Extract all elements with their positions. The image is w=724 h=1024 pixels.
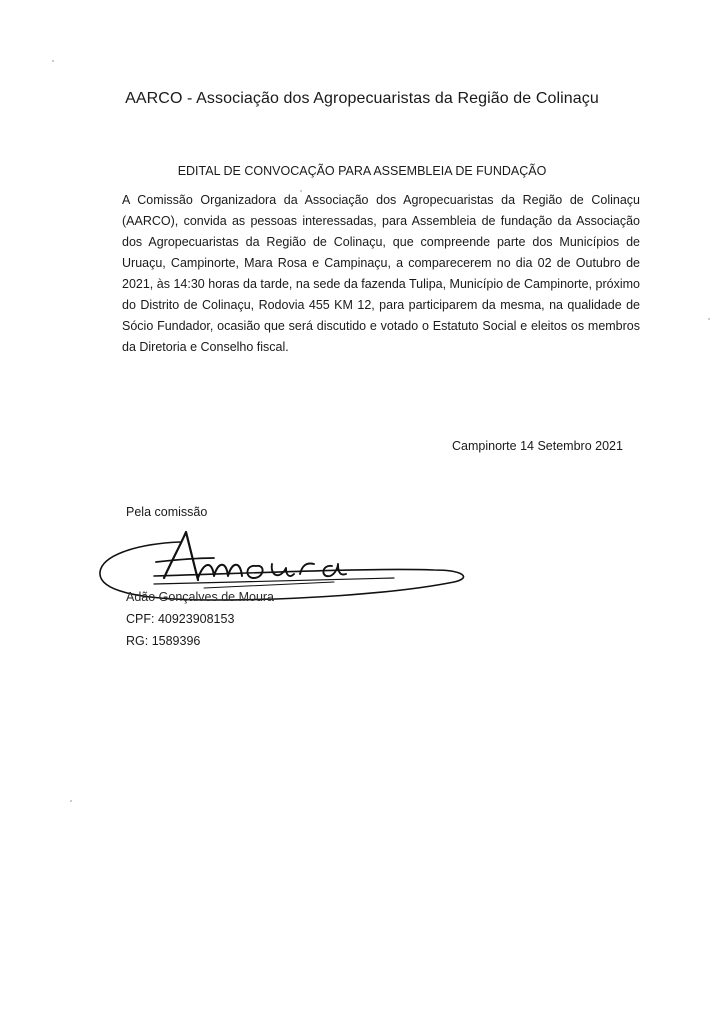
scan-speck	[70, 800, 72, 802]
signer-name: Adão Gonçalves de Moura	[126, 590, 275, 604]
edital-body: A Comissão Organizadora da Associação dos Agropecuaristas da Região de Colinaçu (AARCO), convida as pessoas interessadas, para Assembleia de fundação da Associação dos Agropecuaristas da Região de Colinaçu, que compreende parte dos Municípios de Uruaçu, Campinorte, Mara Rosa e Campinaçu, a comparecerem no dia 02 de Outubro de 2021, às 14:30 horas da tarde, na sede da fazenda Tulipa, Município de Campinorte, próximo do Distrito de Colinaçu, Rodovia 455 KM 12, para participarem da mesma, na qualidade de Sócio Fundador, ocasião que será discutido e votado o Estatuto Social e eleitos os membros da Diretoria e Conselho fiscal.	[122, 193, 640, 354]
date-line: Campinorte 14 Setembro 2021	[452, 439, 623, 453]
scan-speck	[52, 60, 54, 62]
edital-title: EDITAL DE CONVOCAÇÃO PARA ASSEMBLEIA DE FUNDAÇÃO	[177, 164, 547, 178]
scan-speck	[300, 190, 302, 192]
signer-rg: RG: 1589396	[126, 634, 201, 648]
pela-comissao-label: Pela comissão	[126, 505, 208, 519]
handwritten-signature	[94, 520, 474, 620]
scan-speck	[708, 318, 710, 320]
signer-cpf: CPF: 40923908153	[126, 612, 235, 626]
document-header: AARCO - Associação dos Agropecuaristas da Região de Colinaçu	[125, 90, 599, 107]
